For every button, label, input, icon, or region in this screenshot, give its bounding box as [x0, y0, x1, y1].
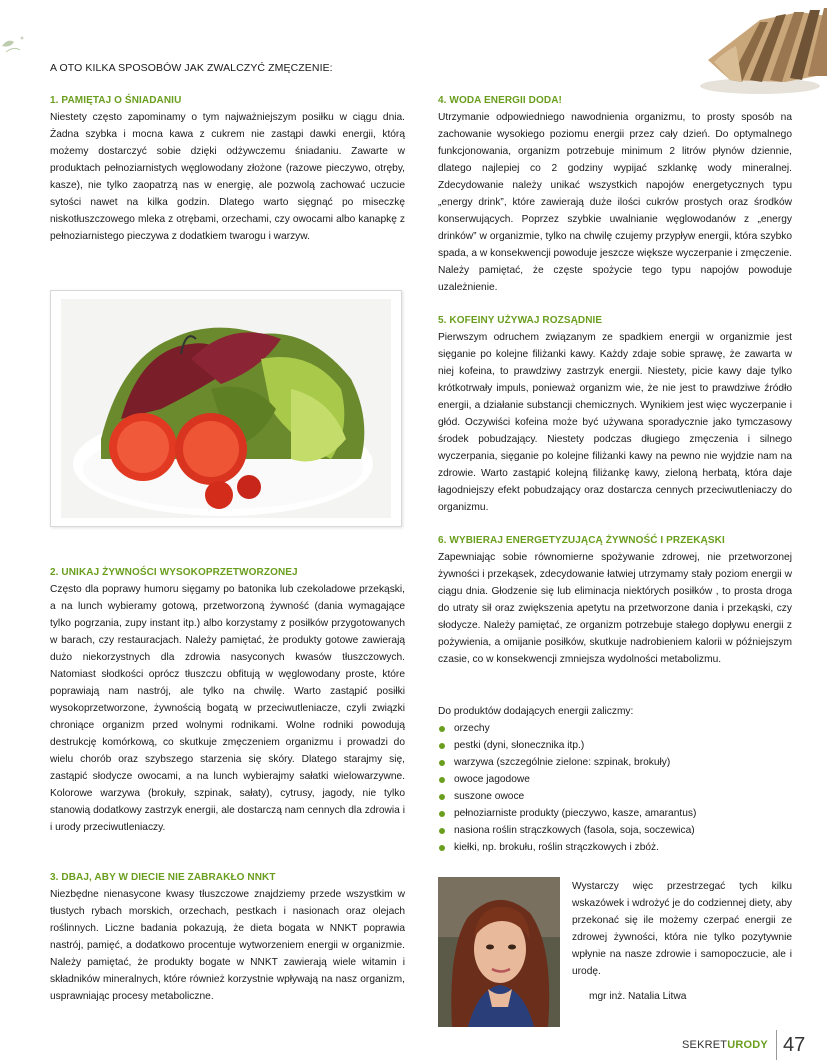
list-item: pestki (dyni, słonecznika itp.) — [438, 737, 792, 754]
green-dot-icon — [439, 777, 445, 783]
green-dot-icon — [439, 828, 445, 834]
section-heading: 2. UNIKAJ ŻYWNOŚCI WYSOKOPRZETWORZONEJ — [50, 567, 298, 578]
list-item: orzechy — [438, 720, 792, 737]
products-list-intro: Do produktów dodających energii zaliczmy: — [438, 706, 634, 717]
section-text: Niestety często zapominamy o tym najważniejszym posiłku w ciągu dnia. Żadna szybka i mocna kawa z cukrem nie zastąpi dawki energii, którą możemy dostarczyć sobie dzięki odżywczemu śniadaniu. Zawarte w produktach pełnoziarnistych węglowodany złożone (razowe pieczywo, otręby, kasze), nie tylko zaopatrzą nas w energię, ale pozwolą zachować uczucie sytości nawet na kilka godzin. Dlatego warto sięgnąć po miseczkę niskotłuszczowego mleka z otrębami, orzechami, czy owocami albo kanapkę z pełnoziarnistego pieczywa z dodatkiem twarogu i warzyw. — [50, 112, 405, 242]
decorative-leaf-sprig — [0, 28, 40, 58]
section-caffeine — [438, 315, 792, 516]
section-breakfast — [50, 95, 405, 245]
green-dot-icon — [439, 743, 445, 749]
section-text: Zapewniając sobie równomierne spożywanie zdrowej, nie przetworzonej żywności i przekąsek, zdecydowanie łatwiej utrzymamy stały poziom energii w ciągu dnia. Głodzenie się lub eliminacja niektórych posiłków , to prosta droga do utraty sił oraz zwiększenia apetytu na przetworzone dania i przekąski, czy słodycze. Należy pamiętać, ze organizm potrzebuje stałego dopływu energii z pożywienia, a omijanie posiłków, skutkuje nadrobieniem kalorii w późniejszym czasie, co w konsekwencji zmniejsza wydolności metabolizmu. — [438, 552, 792, 665]
energy-products-list — [438, 720, 792, 856]
green-dot-icon — [439, 845, 445, 851]
author-portrait-photo — [438, 877, 560, 1027]
author-name: mgr inż. Natalia Litwa — [589, 991, 687, 1002]
section-text: Często dla poprawy humoru sięgamy po batonika lub czekoladowe przekąski, a na lunch wybieramy gotową, przetworzoną żywność (dania wymagające tylko pogrzania, zupy instant itp.) albo korzystamy z posiłków przygotowanych w barach, czy restauracjach. Należy pamiętać, że produkty gotowe zawierają dużo niekorzystnych dla zdrowia nasyconych kwasów tłuszczowych. Natomiast słodkości oprócz tłuszczu obfitują w węglowodany proste, które poprawiają nam nastrój, ale tylko na chwilę. Warto zastąpić posiłki wysokoprzetworzone, żywnością bogatą w przeciwutleniacze, czyli związki chroniące organizm przed wolnymi rodnikami. Wolne rodniki powodują destrukcję komórkową, co skutkuje zmęczeniem organizmu i prowadzi do wielu chorób oraz szybszego starzenia się skóry. Dlatego starajmy się, zastąpić słodycze owocami, a na lunch wybierajmy sałatki wielowarzywne. Kolorowe warzywa (brokuły, szpinak, sałaty), cytrusy, jagody, nie tylko stanowią dodatkowy zastrzyk energii, ale dostarczą nam cennych dla zdrowia i i urody przeciwutleniaczy. — [50, 584, 405, 833]
section-text: Utrzymanie odpowiedniego nawodnienia organizmu, to prosty sposób na zachowanie wysokiego poziomu energii przez cały dzień. Do optymalnego funkcjonowania, organizm potrzebuje minimum 2 litrów płynów dziennie, dlatego najlepiej co 2 godziny wypijać szklankę wody mineralnej. Zdecydowanie należy unikać wszystkich napojów energetycznych typu „energy drink”, które zawierają duże ilości cukrów prostych oraz środków konserwujących. Poprzez szybkie uwalnianie węglowodanów z „energy drinków” w organizmie, tylko na chwilę czujemy przypływ energii, która szybko spada, a w konsekwencji powoduje jeszcze większe wyczerpanie i zmęczenie. Należy pamiętać, że częste spożycie tego typu napojów powoduje uzależnienie. — [438, 112, 792, 293]
list-item: nasiona roślin strączkowych (fasola, soja, soczewica) — [438, 822, 792, 839]
closing-paragraph: Wystarczy więc przestrzegać tych kilku wskazówek i wdrożyć je do codziennej diety, aby przekonać się ile możemy czerpać energii ze zdrowej żywności, która nie tylko pozytywnie wpłynie na nasze zdrowie i samopoczucie, ale i urodę. — [572, 881, 792, 977]
section-heading: 3. DBAJ, ABY W DIECIE NIE ZABRAKŁO NNKT — [50, 872, 276, 883]
section-heading: 4. WODA ENERGII DODA! — [438, 95, 562, 106]
green-dot-icon — [439, 726, 445, 732]
page-footer — [682, 1030, 805, 1060]
section-avoid-processed-food — [50, 567, 405, 836]
section-heading: 5. KOFEINY UŻYWAJ ROZSĄDNIE — [438, 315, 603, 326]
green-dot-icon — [439, 760, 445, 766]
green-dot-icon — [439, 794, 445, 800]
section-nnkt — [50, 872, 405, 1005]
list-item: kiełki, np. brokułu, roślin strączkowych i zbóż. — [438, 839, 792, 856]
section-heading: 1. PAMIĘTAJ O ŚNIADANIU — [50, 95, 182, 106]
salad-photo — [50, 290, 402, 527]
list-item: suszone owoce — [438, 788, 792, 805]
footer-divider — [776, 1030, 777, 1060]
list-item: warzywa (szczególnie zielone: szpinak, brokuły) — [438, 754, 792, 771]
section-water — [438, 95, 792, 296]
page-number: 47 — [782, 1033, 806, 1056]
bread-slices-image — [690, 0, 827, 96]
green-dot-icon — [439, 811, 445, 817]
magazine-brand: SEKRETURODY — [682, 1039, 768, 1051]
section-text: Niezbędne nienasycone kwasy tłuszczowe znajdziemy przede wszystkim w tłustych rybach morskich, orzechach, pestkach i nasionach oraz olejach roślinnych. Liczne badania pokazują, że dieta bogata w NNKT poprawia nastrój, pamięć, a dodatkowo procentuje wytworzeniem energii w organizmie. Należy pamiętać, że produkty bogate w NNKT zawierają wiele witamin i składników mineralnych, które również korzystnie wpływają na nasz organizm, usprawniając procesy metaboliczne. — [50, 889, 405, 1002]
section-text: Pierwszym odruchem związanym ze spadkiem energii w organizmie jest sięganie po kolejne filiżanki kawy. Każdy zdaje sobie sprawę, że zawarta w niej kofeina, to prawdziwy zastrzyk energii. Niestety, picie kawy daje tylko krótkotrwały impuls, ponieważ organizm wie, że nie jest to prawdziwe źródło energii, a działanie substancji chemicznych. Wynikiem jest więc wyczerpanie i głód. Oczywiści kofeina może być używana sporadycznie jako tymczasowy środek pobudzający. Niestety podczas długiego zmęczenia i silnego wyczerpania, sięganie po kolejne filiżanki kawy na pewno nie wyjdzie nam na zdrowie. Warto zastąpić kolejną filiżankę kawy, zieloną herbatą, która daje łagodniejszy efekt pobudzający oraz dostarcza cennych przeciwutleniaczy do organizmu. — [438, 332, 792, 513]
section-heading: 6. WYBIERAJ ENERGETYZUJĄCĄ ŻYWNOŚĆ I PRZEKĄSKI — [438, 535, 725, 546]
intro-heading: A OTO KILKA SPOSOBÓW JAK ZWALCZYĆ ZMĘCZENIE: — [50, 62, 333, 74]
list-item: pełnoziarniste produkty (pieczywo, kasze, amarantus) — [438, 805, 792, 822]
section-energizing-food — [438, 535, 792, 668]
list-item: owoce jagodowe — [438, 771, 792, 788]
